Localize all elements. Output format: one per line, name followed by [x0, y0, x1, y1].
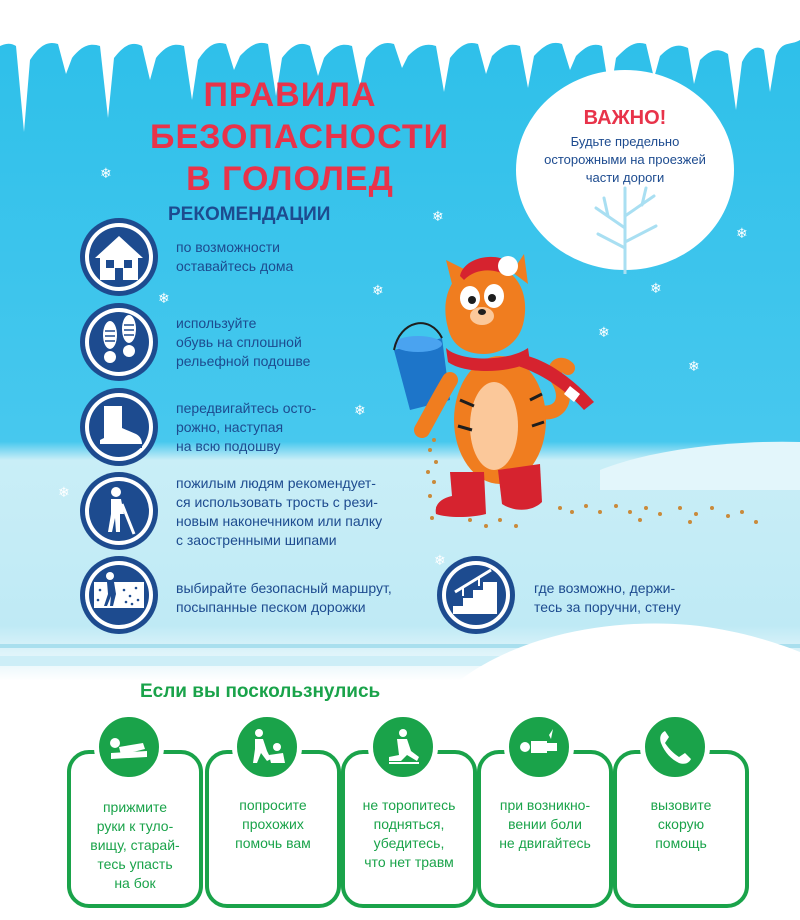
important-text — [524, 133, 726, 187]
recommendation-line: где возможно, держи- — [534, 580, 676, 596]
advice-line: не торопитесь — [362, 797, 456, 813]
house-icon — [80, 218, 158, 296]
advice-text — [345, 796, 473, 872]
advice-line: прижмите — [102, 799, 168, 815]
boot-icon — [80, 388, 158, 466]
advice-text — [71, 798, 199, 893]
recommendation-text — [176, 314, 310, 371]
important-line: осторожными на проезжей — [544, 152, 706, 167]
advice-line: вищу, старай- — [90, 837, 180, 853]
cat-mascot-illustration — [390, 250, 780, 540]
advice-text — [209, 796, 337, 853]
advice-text — [617, 796, 745, 853]
important-line: части дороги — [585, 170, 665, 185]
snowflake-icon: ❄ — [354, 402, 366, 418]
recommendation-text — [176, 399, 316, 456]
advice-line: помочь вам — [235, 835, 311, 851]
recommendation-icon-cane — [80, 472, 158, 550]
advice-line: на бок — [114, 875, 156, 891]
recommendation-line: оставайтесь дома — [176, 258, 294, 274]
advice-line: убедитесь, — [373, 835, 445, 851]
title-line: ПРАВИЛА — [203, 76, 377, 114]
recommendation-line: по возможности — [176, 239, 280, 255]
advice-line: что нет травм — [364, 854, 454, 870]
snowflake-icon: ❄ — [158, 290, 170, 306]
recommendation-line: используйте — [176, 315, 257, 331]
advice-line: вении боли — [508, 816, 582, 832]
injury-pain-icon — [509, 717, 569, 777]
snowflake-icon: ❄ — [650, 280, 662, 296]
advice-line: скорую — [657, 816, 705, 832]
person-rising-icon — [373, 717, 433, 777]
advice-line: вызовите — [650, 797, 712, 813]
recommendation-line: передвигайтесь осто- — [176, 400, 317, 416]
recommendations-heading: РЕКОМЕНДАЦИИ — [168, 204, 331, 225]
advice-icon-badge — [232, 712, 302, 782]
advice-line: руки к туло- — [96, 818, 174, 834]
snowflake-icon: ❄ — [434, 552, 446, 568]
recommendation-text — [534, 579, 681, 617]
recommendation-line: новым наконечником или палку — [176, 513, 383, 529]
advice-line: тесь упасть — [97, 856, 173, 872]
shoe-sole-icon — [80, 303, 158, 381]
important-line: Будьте предельно — [570, 134, 680, 149]
recommendation-line: рожно, наступая — [176, 419, 284, 435]
important-title: ВАЖНО! — [583, 107, 667, 129]
advice-icon-badge — [368, 712, 438, 782]
recommendation-icon-path — [80, 556, 158, 634]
snowflake-icon: ❄ — [372, 282, 384, 298]
title-line: В ГОЛОЛЕД — [186, 160, 394, 198]
advice-line: попросите — [239, 797, 307, 813]
person-falling-icon — [99, 717, 159, 777]
recommendation-line: обувь на сплошной — [176, 334, 302, 350]
snowflake-icon: ❄ — [100, 165, 112, 181]
people-helping-icon — [237, 717, 297, 777]
recommendation-icon-house — [80, 218, 158, 296]
recommendation-text — [176, 474, 382, 550]
recommendation-icon-shoe — [80, 303, 158, 381]
advice-line: при возникно- — [499, 797, 591, 813]
recommendation-line: тесь за поручни, стену — [534, 599, 681, 615]
advice-text — [481, 796, 609, 853]
snowflake-icon: ❄ — [688, 358, 700, 374]
recommendation-line: на всю подошву — [176, 438, 281, 454]
recommendation-line: ся использовать трость с рези- — [176, 494, 378, 510]
snowflake-icon: ❄ — [736, 225, 748, 241]
page-title — [150, 74, 450, 200]
recommendation-icon-stairs — [437, 556, 515, 634]
recommendation-line: пожилым людям рекомендует- — [176, 475, 376, 491]
recommendation-line: с заостренными шипами — [176, 532, 337, 548]
advice-line: подняться, — [373, 816, 445, 832]
stairs-handrail-icon — [437, 556, 515, 634]
phone-icon — [645, 717, 705, 777]
advice-icon-badge — [504, 712, 574, 782]
title-line: БЕЗОПАСНОСТИ — [150, 118, 450, 156]
advice-line: прохожих — [242, 816, 304, 832]
advice-line: помощь — [655, 835, 707, 851]
recommendation-text — [176, 579, 392, 617]
advice-icon-badge — [640, 712, 710, 782]
advice-icon-badge — [94, 712, 164, 782]
recommendation-text — [176, 238, 293, 276]
recommendation-line: рельефной подошве — [176, 353, 311, 369]
recommendation-icon-boot — [80, 388, 158, 466]
snowflake-icon: ❄ — [432, 208, 444, 224]
snowflake-icon: ❄ — [58, 484, 70, 500]
advice-line: не двигайтесь — [499, 835, 591, 851]
important-callout — [516, 70, 734, 270]
sanded-path-icon — [80, 556, 158, 634]
person-with-cane-icon — [80, 472, 158, 550]
snowflake-icon: ❄ — [598, 324, 610, 340]
recommendation-line: посыпанные песком дорожки — [176, 599, 366, 615]
slipped-heading: Если вы поскользнулись — [140, 681, 381, 702]
recommendation-line: выбирайте безопасный маршрут, — [176, 580, 392, 596]
